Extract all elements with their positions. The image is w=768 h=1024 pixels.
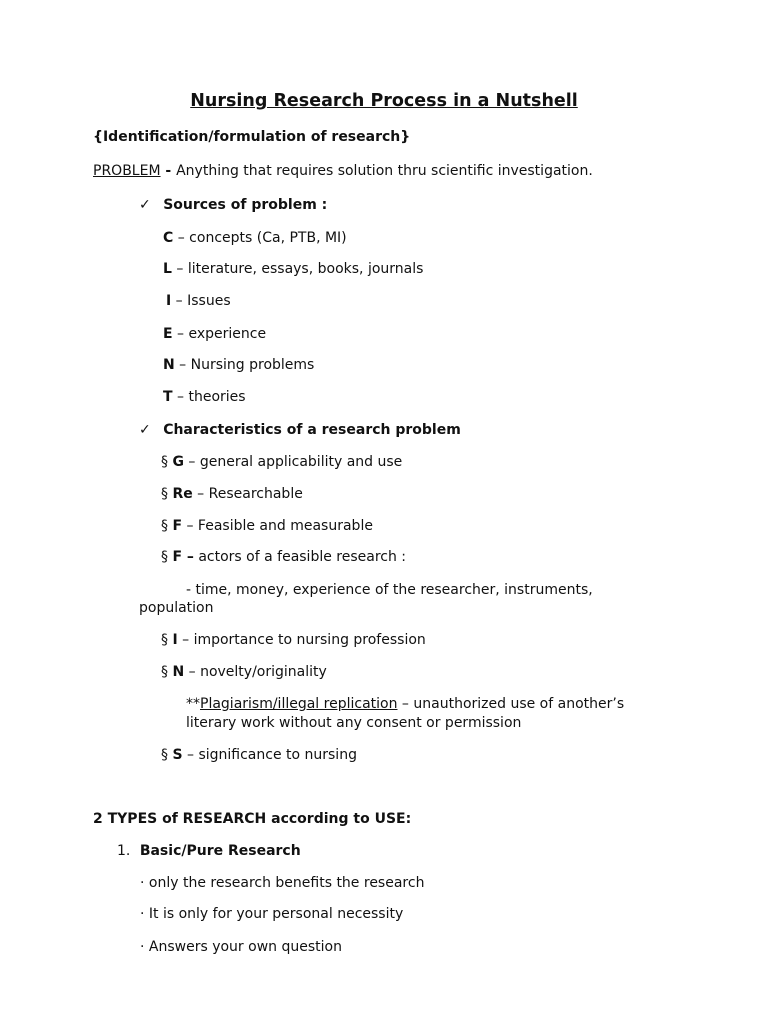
problem-definition-text: Anything that requires solution thru scientific investigation.: [176, 163, 593, 179]
dot-bullet-icon: ·: [140, 939, 145, 955]
plagiarism-note-line-1: [186, 695, 624, 713]
source-letter: I: [166, 293, 172, 309]
characteristic-text: – Researchable: [192, 486, 303, 502]
note-prefix: **: [186, 696, 200, 712]
checkmark-icon: ✓: [139, 422, 151, 438]
page-title: Nursing Research Process in a Nutshell: [190, 91, 578, 111]
characteristic-letter: Re: [172, 486, 193, 502]
source-text: – literature, essays, books, journals: [171, 261, 424, 277]
source-item: [163, 325, 266, 343]
sources-heading: [139, 196, 327, 214]
section-bullet-icon: §: [161, 454, 168, 470]
note-text: – unauthorized use of another’s: [397, 696, 625, 712]
characteristic-letter: G: [172, 454, 184, 470]
section-bullet-icon: §: [161, 664, 168, 680]
type-point-text: Answers your own question: [144, 939, 342, 955]
characteristic-item: [161, 631, 426, 649]
source-letter: T: [163, 389, 173, 405]
source-text: – Issues: [171, 293, 231, 309]
type-point-text: only the research benefits the research: [144, 875, 425, 891]
characteristic-letter: F –: [172, 549, 194, 565]
plagiarism-term: Plagiarism/illegal replication: [200, 696, 398, 712]
characteristic-item: [161, 548, 406, 566]
source-text: – theories: [172, 389, 246, 405]
type-item: [117, 842, 301, 860]
problem-dash: -: [160, 163, 177, 179]
characteristic-item: [161, 485, 303, 503]
sources-heading-text: Sources of problem :: [163, 197, 328, 213]
type-point: [140, 938, 342, 956]
source-text: – experience: [172, 326, 267, 342]
type-point-text: It is only for your personal necessity: [144, 906, 404, 922]
characteristic-text: – novelty/originality: [184, 664, 327, 680]
source-text: – concepts (Ca, PTB, MI): [173, 230, 347, 246]
types-heading: 2 TYPES of RESEARCH according to USE:: [93, 811, 412, 827]
dot-bullet-icon: ·: [140, 875, 145, 891]
characteristic-item: [161, 746, 357, 764]
type-point: [140, 905, 403, 923]
characteristic-letter: S: [172, 747, 183, 763]
dot-bullet-icon: ·: [140, 906, 145, 922]
factors-line-1: - time, money, experience of the researcher, instruments,: [186, 582, 593, 598]
section-bullet-icon: §: [161, 549, 168, 565]
type-point: [140, 874, 424, 892]
source-item: [163, 260, 423, 278]
characteristic-text: – significance to nursing: [182, 747, 357, 763]
source-item: [163, 388, 246, 406]
problem-term: PROBLEM: [93, 163, 161, 179]
characteristic-letter: F: [172, 518, 183, 534]
characteristics-heading-text: Characteristics of a research problem: [163, 422, 461, 438]
section-bullet-icon: §: [161, 518, 168, 534]
source-letter: E: [163, 326, 173, 342]
section-bullet-icon: §: [161, 632, 168, 648]
list-number: 1.: [117, 843, 131, 859]
section-bullet-icon: §: [161, 747, 168, 763]
characteristic-item: [161, 517, 373, 535]
characteristic-item: [161, 453, 402, 471]
problem-definition: [93, 162, 593, 180]
source-letter: C: [163, 230, 174, 246]
source-item: [166, 292, 231, 310]
characteristic-item: [161, 663, 327, 681]
factors-line-2: population: [139, 600, 214, 616]
characteristic-text: – Feasible and measurable: [182, 518, 373, 534]
checkmark-icon: ✓: [139, 197, 151, 213]
type-label: Basic/Pure Research: [139, 843, 301, 859]
plagiarism-note-line-2: literary work without any consent or permission: [186, 715, 522, 731]
source-item: [163, 356, 314, 374]
characteristic-letter: I: [172, 632, 178, 648]
section-subtitle: {Identification/formulation of research}: [93, 129, 411, 145]
characteristic-letter: N: [172, 664, 185, 680]
source-letter: N: [163, 357, 175, 373]
source-letter: L: [163, 261, 172, 277]
characteristic-text: actors of a feasible research :: [193, 549, 407, 565]
characteristics-heading: [139, 421, 461, 439]
section-bullet-icon: §: [161, 486, 168, 502]
source-item: [163, 229, 347, 247]
characteristic-text: – importance to nursing profession: [177, 632, 426, 648]
characteristic-text: – general applicability and use: [183, 454, 403, 470]
source-text: – Nursing problems: [174, 357, 315, 373]
